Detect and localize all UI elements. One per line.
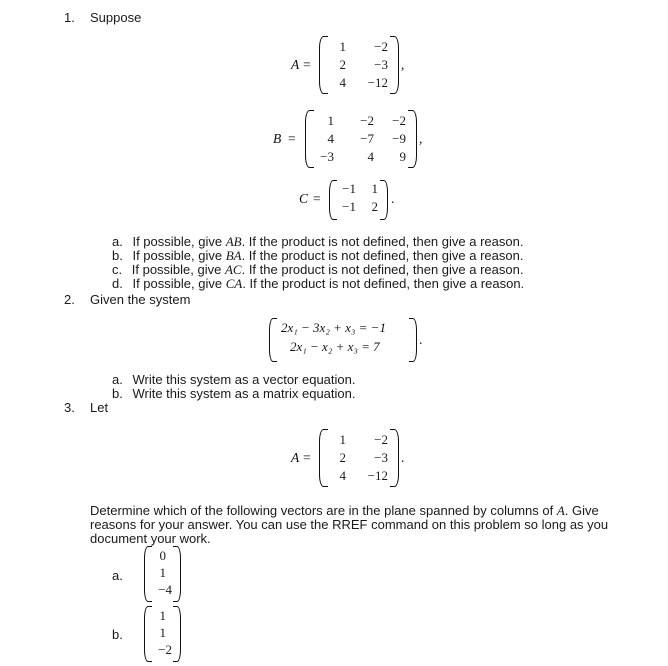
matrix-a-trail: . <box>401 450 405 465</box>
problem-3-intro: Let <box>90 400 109 415</box>
problem-2-number: 2. <box>64 292 75 307</box>
problem-1-part-b <box>112 248 523 263</box>
part-text: Write this system as a vector equation. <box>132 372 356 387</box>
matrix-b-cell: −2 <box>360 113 374 128</box>
problem-2-part-a <box>112 372 356 387</box>
part-expr: AB <box>225 234 242 249</box>
matrix-c-cell: −1 <box>342 181 356 196</box>
right-paren <box>390 36 399 94</box>
left-paren <box>269 318 277 362</box>
matrix-b-cell: 1 <box>327 113 334 128</box>
left-paren <box>319 36 328 94</box>
matrix-a-cell: 4 <box>339 468 346 483</box>
part-label: b. <box>112 386 123 401</box>
matrix-a-cell: 2 <box>339 57 346 72</box>
part-label: b. <box>112 248 123 263</box>
part-text-post: . If the product is not defined, then give a reason. <box>242 276 525 291</box>
vector-a-entry: 1 <box>159 565 166 580</box>
part-text: Write this system as a matrix equation. <box>132 386 356 401</box>
matrix-b-cell: 9 <box>399 149 406 164</box>
vector-b-entry: −2 <box>158 642 172 657</box>
part-text-pre: If possible, give <box>132 234 226 249</box>
instructions-text: . Give <box>564 503 599 518</box>
matrix-a-cell: 1 <box>339 432 346 447</box>
part-text-pre: If possible, give <box>132 248 226 263</box>
part-label: a. <box>112 372 123 387</box>
matrix-b-name: B <box>273 131 282 146</box>
vector-label: a. <box>112 568 123 583</box>
problem-1-intro: Suppose <box>90 10 142 25</box>
equation-2: 2x₁ − x₂ + x₃ = 7 <box>290 339 380 354</box>
matrix-a-cell: −3 <box>374 450 388 465</box>
matrix-b-cell: 4 <box>367 149 374 164</box>
matrix-b-cell: −3 <box>320 149 334 164</box>
right-paren <box>408 110 417 168</box>
part-text-pre: If possible, give <box>131 262 225 277</box>
part-label: c. <box>112 262 123 277</box>
matrix-a-cell: −3 <box>374 57 388 72</box>
left-paren <box>319 429 328 487</box>
problem-1-part-d <box>112 276 524 291</box>
problem-2-intro: Given the system <box>90 292 191 307</box>
instructions-matrix-name: A <box>556 503 565 518</box>
part-text-post: . If the product is not defined, then give a reason. <box>241 262 524 277</box>
matrix-a-cell: −2 <box>374 432 388 447</box>
vector-b-entry: 1 <box>159 625 166 640</box>
problem-1-part-a <box>112 234 523 249</box>
right-paren <box>380 180 388 220</box>
matrix-a-name: A <box>291 57 300 72</box>
equation-1: 2x₁ − 3x₂ + x₃ = −1 <box>281 320 386 335</box>
vector-b-entry: 1 <box>159 608 166 623</box>
matrix-a-cell: −2 <box>374 39 388 54</box>
matrix-a-cell: 2 <box>339 450 346 465</box>
matrix-c-cell: −1 <box>342 199 356 214</box>
part-expr: AC <box>224 262 242 277</box>
matrix-a-cell: 1 <box>339 39 346 54</box>
matrix-a-cell: 4 <box>339 75 346 90</box>
vector-a-entry: 0 <box>159 548 166 563</box>
vector-a-entry: −4 <box>158 582 172 597</box>
part-label: a. <box>112 234 123 249</box>
instructions-text: Determine which of the following vectors are in the plane spanned by columns of <box>90 503 554 518</box>
right-paren <box>409 318 417 362</box>
matrix-a-cell: −12 <box>367 75 388 90</box>
right-paren <box>173 546 181 602</box>
part-expr: BA <box>225 248 242 263</box>
problem-3-instructions-line-3: document your work. <box>90 531 211 546</box>
part-text-post: . If the product is not defined, then give a reason. <box>241 248 524 263</box>
matrix-a-trail: , <box>401 57 405 72</box>
equals-sign: = <box>313 191 321 206</box>
matrix-c-trail: . <box>391 191 395 206</box>
matrix-b-cell: −2 <box>392 113 406 128</box>
matrix-b-trail: , <box>419 131 423 146</box>
system-trail: . <box>419 332 423 347</box>
right-paren <box>173 606 181 662</box>
equals-sign: = <box>288 131 296 146</box>
part-label: d. <box>112 276 123 291</box>
part-expr: CA <box>225 276 243 291</box>
matrix-a-cell: −12 <box>367 468 388 483</box>
matrix-a-name: A <box>291 450 300 465</box>
equals-sign: = <box>303 450 311 465</box>
matrix-c-cell: 2 <box>371 199 378 214</box>
matrix-b-cell: −9 <box>392 131 406 146</box>
problem-3-instructions-line-1 <box>90 503 599 518</box>
problem-3-instructions-line-2: reasons for your answer. You can use the RREF command on this problem so long as you <box>90 517 609 532</box>
vector-label: b. <box>112 627 123 642</box>
equals-sign: = <box>303 57 311 72</box>
problem-1-number: 1. <box>64 10 75 25</box>
matrix-b-cell: 4 <box>327 131 334 146</box>
right-paren <box>390 429 399 487</box>
matrix-c-cell: 1 <box>371 181 378 196</box>
part-text-post: . If the product is not defined, then give a reason. <box>241 234 524 249</box>
problem-1-part-c <box>112 262 523 277</box>
part-text-pre: If possible, give <box>132 276 226 291</box>
matrix-b-cell: −7 <box>360 131 374 146</box>
matrix-c-name: C <box>299 191 309 206</box>
problem-3-number: 3. <box>64 400 75 415</box>
problem-2-part-b <box>112 386 355 401</box>
